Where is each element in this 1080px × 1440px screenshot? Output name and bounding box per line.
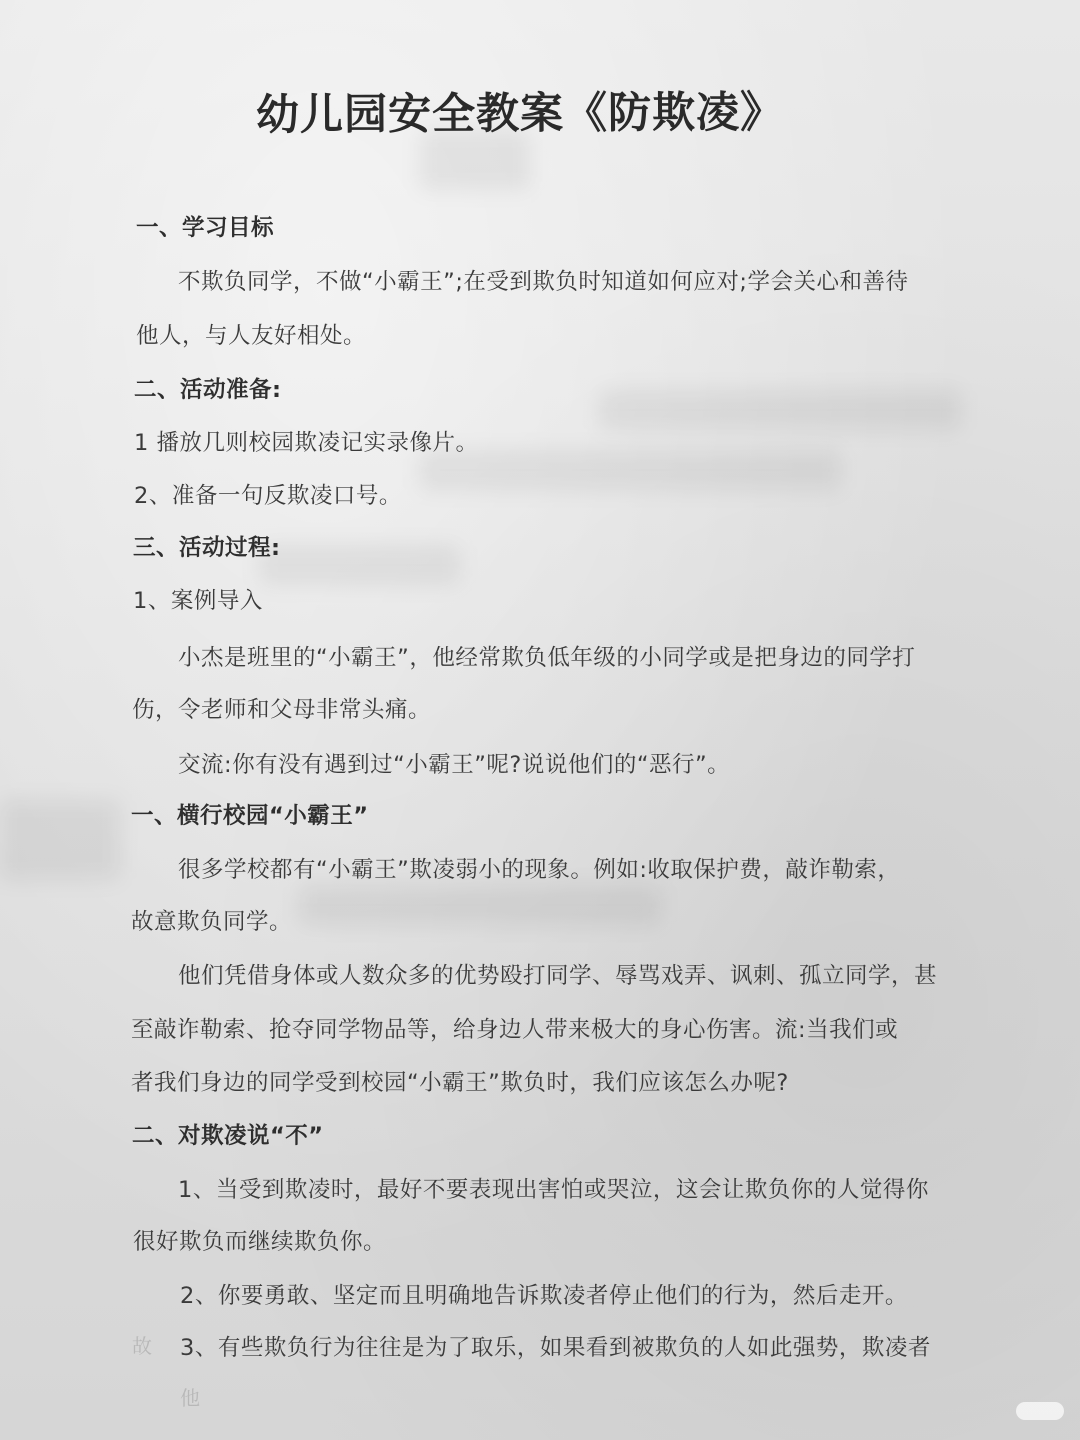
paragraph-line: 至敲诈勒索、抢夺同学物品等，给身边人带来极大的身心伤害。流:当我们或 xyxy=(131,1017,899,1043)
paragraph-line: 很好欺负而继续欺负你。 xyxy=(133,1229,387,1255)
bleed-through-shadow xyxy=(600,390,960,430)
bleed-through-shadow xyxy=(0,800,120,880)
list-item: 1 播放几则校园欺凌记实录像片。 xyxy=(134,430,479,456)
paragraph-line: 他们凭借身体或人数众多的优势殴打同学、辱骂戏弄、讽刺、孤立同学，甚 xyxy=(178,963,938,989)
paragraph-line: 小杰是班里的“小霸王”，他经常欺负低年级的小同学或是把身边的同学打 xyxy=(178,645,916,671)
list-item: 2、准备一句反欺凌口号。 xyxy=(134,483,402,509)
bleed-through-shadow xyxy=(300,885,660,925)
margin-fragment: 他 xyxy=(180,1386,200,1410)
section-heading-bullies: 一、横行校园“小霸王” xyxy=(131,803,369,829)
margin-fragment: 故 xyxy=(132,1334,152,1358)
paragraph-line: 故意欺负同学。 xyxy=(131,909,293,935)
paragraph-line: 1、当受到欺凌时，最好不要表现出害怕或哭泣，这会让欺负你的人觉得你 xyxy=(178,1177,929,1203)
document-title: 幼儿园安全教案《防欺凌》 xyxy=(255,87,785,141)
paragraph-line: 很多学校都有“小霸王”欺凌弱小的现象。例如:收取保护费，敲诈勒索， xyxy=(178,857,901,883)
section-heading-say-no: 二、对欺凌说“不” xyxy=(132,1123,324,1149)
bleed-through-shadow xyxy=(260,545,460,585)
paragraph-line: 3、有些欺负行为往往是为了取乐，如果看到被欺负的人如此强势，欺凌者 xyxy=(180,1335,931,1361)
paragraph-line: 交流:你有没有遇到过“小霸王”呢?说说他们的“恶行”。 xyxy=(178,752,731,778)
bleed-through-shadow xyxy=(420,450,840,490)
watermark-badge xyxy=(1016,1402,1064,1420)
subsection-heading: 1、案例导入 xyxy=(133,588,263,614)
section-heading-preparation: 二、活动准备: xyxy=(134,377,282,403)
paragraph-line: 2、你要勇敢、坚定而且明确地告诉欺凌者停止他们的行为，然后走开。 xyxy=(180,1283,908,1309)
paragraph-line: 伤，令老师和父母非常头痛。 xyxy=(132,697,432,723)
paragraph-line: 者我们身边的同学受到校园“小霸王”欺负时，我们应该怎么办呢? xyxy=(131,1070,789,1096)
section-heading-learning-goals: 一、学习目标 xyxy=(136,215,275,241)
paragraph-line: 不欺负同学，不做“小霸王”;在受到欺负时知道如何应对;学会关心和善待 xyxy=(178,269,909,295)
section-heading-process: 三、活动过程: xyxy=(133,535,281,561)
paragraph-line: 他人，与人友好相处。 xyxy=(136,323,367,349)
